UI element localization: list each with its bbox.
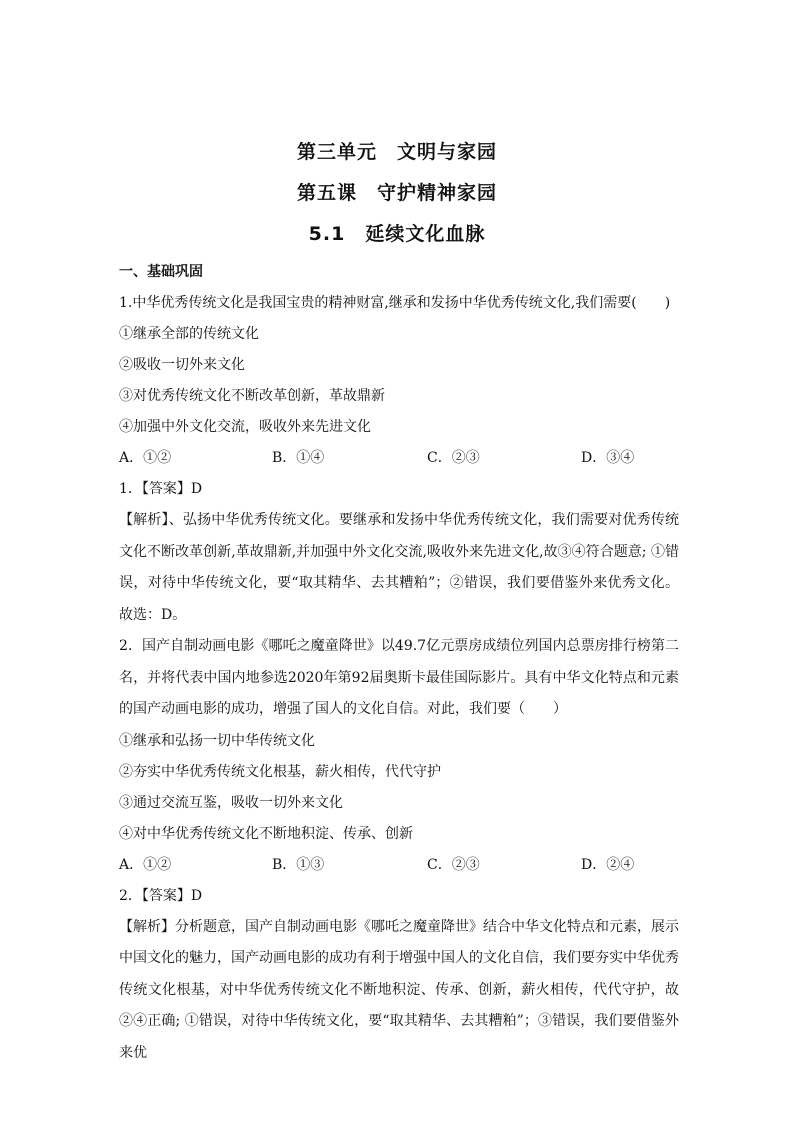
option-a: A．①② bbox=[119, 450, 172, 466]
question-stem: 1.中华优秀传统文化是我国宝贵的精神财富,继承和发扬中华优秀传统文化,我们需要( ) bbox=[119, 295, 671, 311]
statement-item: ①继承全部的传统文化 bbox=[119, 326, 259, 342]
option-d: D．②④ bbox=[581, 856, 635, 873]
statement-item: ③对优秀传统文化不断改革创新，革故鼎新 bbox=[119, 388, 385, 404]
statement-item: ④加强中外文化交流，吸收外来先进文化 bbox=[119, 419, 371, 435]
choice-options bbox=[119, 850, 679, 881]
answer-line: 2．【答案】D bbox=[119, 887, 203, 904]
section-title: 5.1 延续文化血脉 bbox=[308, 223, 486, 245]
question-list bbox=[119, 288, 679, 1069]
option-a: A．①② bbox=[119, 856, 172, 873]
section-heading: 一、基础巩固 bbox=[119, 264, 203, 280]
choice-options bbox=[119, 443, 679, 474]
statement-item: ②夯实中华优秀传统文化根基，薪火相传，代代守护 bbox=[119, 763, 441, 780]
statement-item: ①继承和弘扬一切中华传统文化 bbox=[119, 732, 315, 749]
analysis-paragraph: 【解析】、弘扬中华优秀传统文化。要继承和发扬中华优秀传统文化，我们需要对优秀传统文化不断改革创新,革故鼎新,并加强中外文化交流,吸收外来先进文化,故③④符合题意; ①错误，对待中华传统文化，要“取其精华、去其糟粕”；②错误，我们要借鉴外来优秀文化。故选：D。 bbox=[119, 512, 679, 623]
question-2 bbox=[119, 631, 679, 1069]
option-b: B．①④ bbox=[272, 450, 325, 466]
statement-item: ③通过交流互鉴，吸收一切外来文化 bbox=[119, 794, 343, 811]
question-1 bbox=[119, 288, 679, 631]
statement-item: ②吸收一切外来文化 bbox=[119, 357, 245, 373]
option-c: C．②③ bbox=[427, 856, 480, 873]
option-d: D．③④ bbox=[581, 450, 635, 466]
statement-item: ④对中华优秀传统文化不断地积淀、传承、创新 bbox=[119, 825, 413, 842]
analysis-paragraph: 【解析】分析题意，国产自制动画电影《哪吒之魔童降世》结合中华文化特点和元素，展示中国文化的魅力，国产动画电影的成功有利于增强中国人的文化自信，我们要夯实中华优秀传统文化根基，对中华优秀传统文化不断地积淀、传承、创新，薪火相传，代代守护，故②④正确; ①错误，对待中华传统文化，要“取其精华、去其糟粕”；③错误，我们要借鉴外来优 bbox=[119, 918, 679, 1061]
answer-line: 1．【答案】D bbox=[119, 481, 203, 497]
lesson-title: 第五课 守护精神家园 bbox=[296, 182, 497, 204]
question-stem: 2．国产自制动画电影《哪吒之魔童降世》以49.7亿元票房成绩位列国内总票房排行榜第二名，并将代表中国内地参选2020年第92届奥斯卡最佳国际影片。具有中华文化特点和元素的国产动画电影的成功，增强了国人的文化自信。对此，我们要（ ） bbox=[119, 638, 679, 717]
unit-title: 第三单元 文明与家园 bbox=[296, 141, 497, 163]
option-c: C．②③ bbox=[427, 450, 480, 466]
option-b: B．①③ bbox=[272, 856, 325, 873]
